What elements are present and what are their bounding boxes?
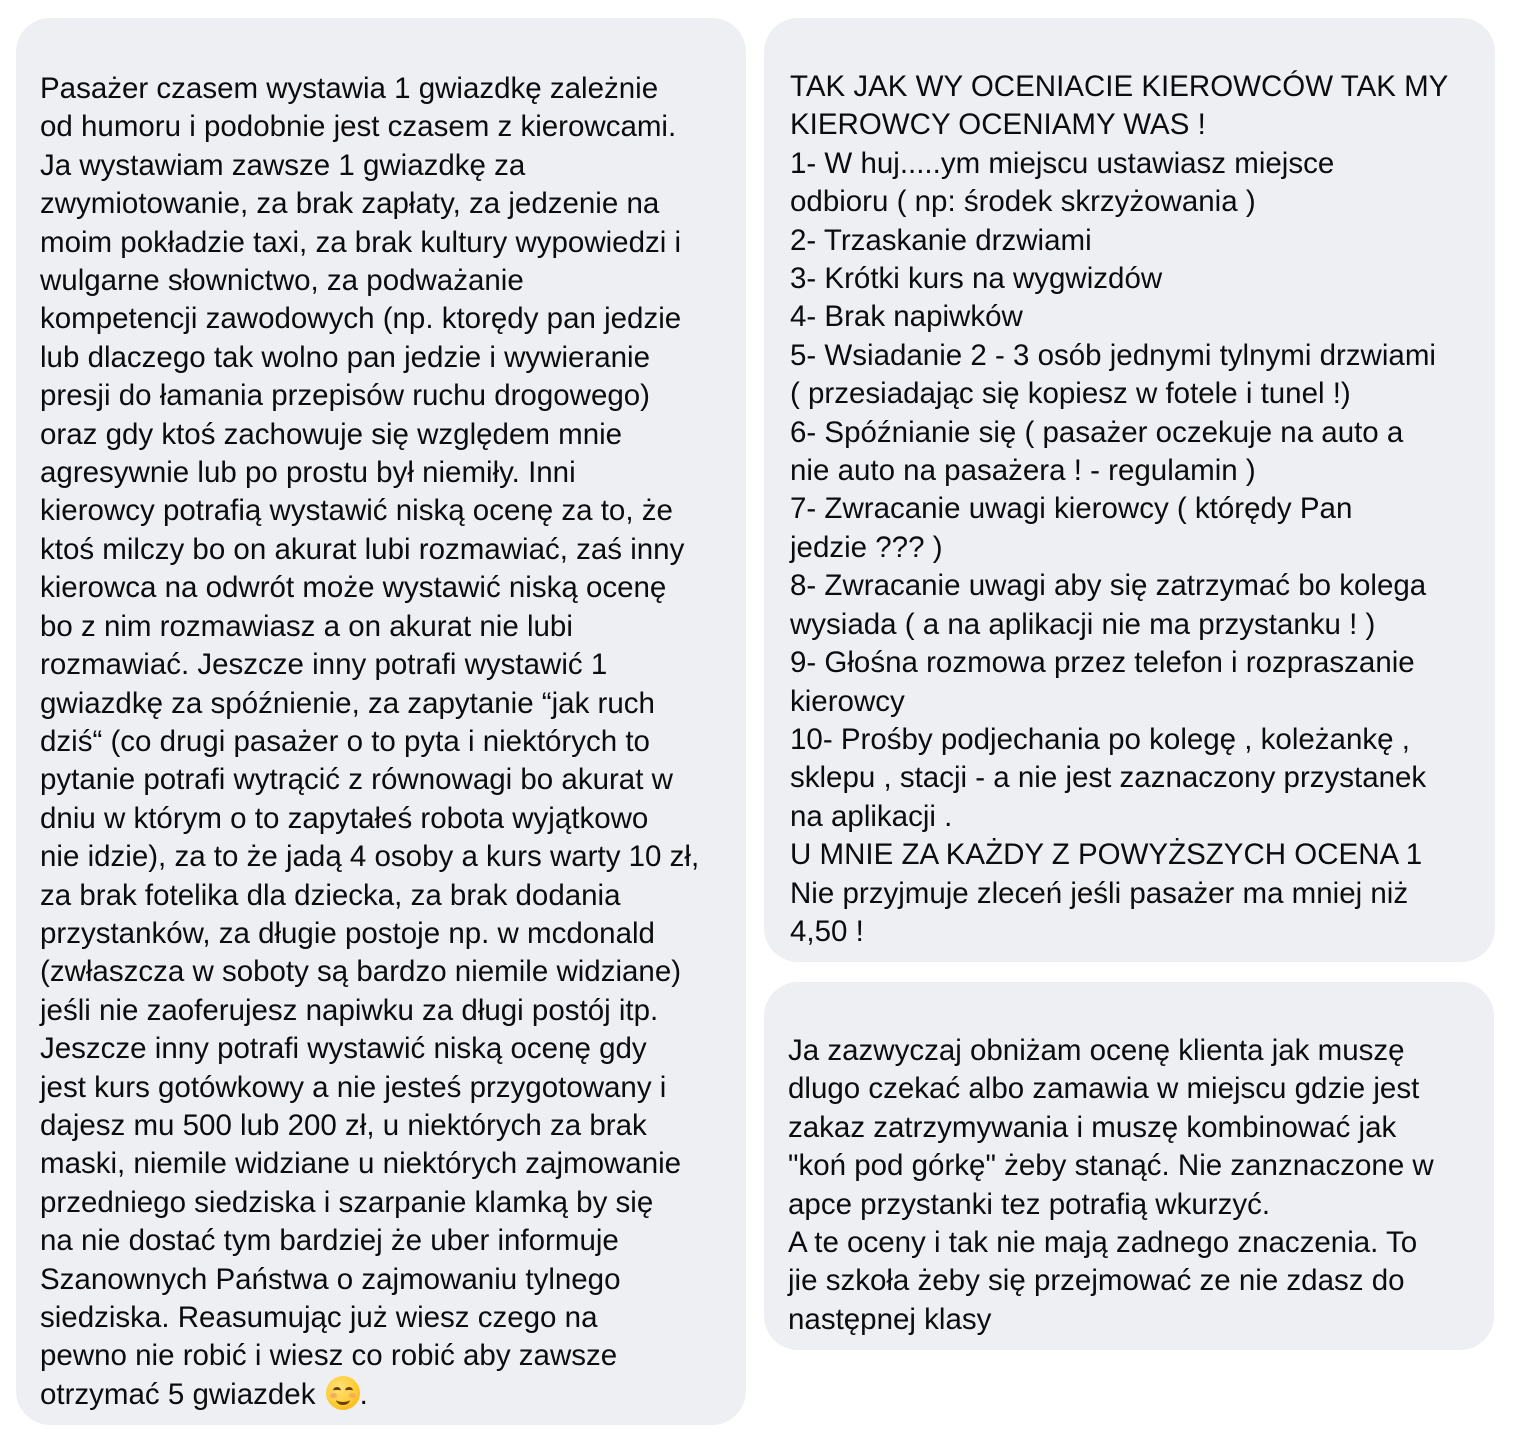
comment-line: dniu w którym o to zapytałeś robota wyjątkowo <box>40 801 649 835</box>
comment-line: dlugo czekać albo zamawia w miejscu gdzie jest <box>788 1072 1420 1106</box>
comment-line: A te oceny i tak nie mają zadnego znaczenia. To <box>788 1226 1418 1260</box>
comment-line: U MNIE ZA KAŻDY Z POWYŻSZYCH OCENA 1 <box>790 838 1423 872</box>
comment-line: jie szkoła żeby się przejmować ze nie zdasz do <box>788 1264 1405 1298</box>
smiling-face-emoji-icon <box>326 1376 360 1410</box>
comment-line: moim pokładzie taxi, za brak kultury wypowiedzi i <box>40 225 682 259</box>
comment-line: 1- W huj.....ym miejscu ustawiasz miejsce <box>790 146 1335 180</box>
comment-line: zakaz zatrzymywania i muszę kombinować jak <box>788 1110 1397 1144</box>
comment-line: nie auto na pasażera ! - regulamin ) <box>790 454 1256 488</box>
comment-line: gwiazdkę za spóźnienie, za zapytanie “jak ruch <box>40 686 655 720</box>
comment-line: Nie przyjmuje zleceń jeśli pasażer ma mniej niż <box>790 876 1409 910</box>
comment-line: 6- Spóźnianie się ( pasażer oczekuje na auto a <box>790 415 1404 449</box>
comment-line: zwymiotowanie, za brak zapłaty, za jedzenie na <box>40 187 660 221</box>
comment-line: lub dlaczego tak wolno pan jedzie i wywieranie <box>40 340 651 374</box>
comment-line: Pasażer czasem wystawia 1 gwiazdkę zależnie <box>40 72 659 105</box>
comment-line: kierowcy potrafią wystawić niską ocenę za to, że <box>40 494 673 528</box>
comment-line: 4,50 ! <box>790 914 864 948</box>
comment-line: Ja zazwyczaj obniżam ocenę klienta jak muszę <box>788 1034 1405 1067</box>
comment-line: przystanków, za długie postoje np. w mcdonald <box>40 916 655 950</box>
comment-line: pytanie potrafi wytrącić z równowagi bo akurat w <box>40 763 673 797</box>
comment-bubble-right-bottom[interactable] <box>764 982 1494 1350</box>
comment-line: 2- Trzaskanie drzwiami <box>790 223 1092 257</box>
comment-line: odbioru ( np: środek skrzyżowania ) <box>790 185 1256 219</box>
comment-line: maski, niemile widziane u niektórych zajmowanie <box>40 1147 682 1181</box>
comment-line: siedziska. Reasumując już wiesz czego na <box>40 1301 598 1334</box>
comment-text <box>790 68 1495 951</box>
comment-line-text: otrzymać 5 gwiazdek <box>40 1377 316 1411</box>
comment-line: od humoru i podobnie jest czasem z kierowcami. <box>40 110 677 144</box>
comment-line: nie idzie), za to że jadą 4 osoby a kurs warty 10 zł, <box>40 840 700 874</box>
comment-line: sklepu , stacji - a nie jest zaznaczony przystanek <box>790 761 1427 795</box>
comment-line: 8- Zwracanie uwagi aby się zatrzymać bo kolega <box>790 569 1427 603</box>
comment-line: na aplikacji . <box>790 799 953 833</box>
comment-line: Jeszcze inny potrafi wystawić niską ocenę gdy <box>40 1032 647 1066</box>
comment-line: Szanownych Państwa o zajmowaniu tylnego <box>40 1262 621 1296</box>
comment-line: kierowca na odwrót może wystawić niską ocenę <box>40 571 667 605</box>
comment-line: kompetencji zawodowych (np. ktorędy pan jedzie <box>40 302 682 336</box>
comment-line: presji do łamania przepisów ruchu drogowego) <box>40 379 650 413</box>
comment-line-last <box>40 1376 746 1414</box>
comment-line: 7- Zwracanie uwagi kierowcy ( którędy Pan <box>790 492 1353 526</box>
comment-line: kierowcy <box>790 684 905 718</box>
comment-line: 9- Głośna rozmowa przez telefon i rozpraszanie <box>790 646 1415 680</box>
comment-line: 4- Brak napiwków <box>790 300 1023 334</box>
comment-line: przedniego siedziska i szarpanie klamką by się <box>40 1185 654 1219</box>
comment-line: ( przesiadając się kopiesz w fotele i tunel !) <box>790 377 1351 411</box>
comment-text <box>40 70 746 1414</box>
comment-bubble-left[interactable] <box>16 18 746 1425</box>
comment-line: 5- Wsiadanie 2 - 3 osób jednymi tylnymi drzwiami <box>790 338 1436 372</box>
comment-line: za brak fotelika dla dziecka, za brak dodania <box>40 878 621 912</box>
comment-line: na nie dostać tym bardziej że uber informuje <box>40 1224 619 1258</box>
comment-line: "koń pod górkę" żeby stanąć. Nie zanznaczone w <box>788 1149 1434 1183</box>
comment-line: Ja wystawiam zawsze 1 gwiazdkę za <box>40 148 526 182</box>
comment-line: oraz gdy ktoś zachowuje się względem mnie <box>40 417 623 451</box>
comment-line: następnej klasy <box>788 1302 992 1336</box>
comment-line: dajesz mu 500 lub 200 zł, u niektórych za brak <box>40 1108 647 1142</box>
comment-line: jest kurs gotówkowy a nie jesteś przygotowany i <box>40 1070 667 1104</box>
comment-line: jeśli nie zaoferujesz napiwku za długi postój itp. <box>40 993 659 1027</box>
comment-line: 3- Krótki kurs na wygwizdów <box>790 262 1163 296</box>
comment-line: KIEROWCY OCENIAMY WAS ! <box>790 108 1206 142</box>
comment-bubble-right-top[interactable] <box>764 18 1495 962</box>
comment-line: wulgarne słownictwo, za podważanie <box>40 264 524 298</box>
comment-line: wysiada ( a na aplikacji nie ma przystanku ! ) <box>790 607 1376 641</box>
comment-line: bo z nim rozmawiasz a on akurat nie lubi <box>40 609 573 643</box>
comment-line: rozmawiać. Jeszcze inny potrafi wystawić 1 <box>40 648 608 682</box>
comment-line: (zwłaszcza w soboty są bardzo niemile widziane) <box>40 955 682 989</box>
comment-text <box>788 1032 1494 1339</box>
comment-line: apce przystanki tez potrafią wkurzyć. <box>788 1187 1271 1221</box>
comment-line-suffix: . <box>359 1377 368 1411</box>
comment-line: agresywnie lub po prostu był niemiły. Inni <box>40 456 576 490</box>
comment-line: pewno nie robić i wiesz co robić aby zawsze <box>40 1339 618 1373</box>
comment-line: jedzie ??? ) <box>790 530 943 564</box>
comment-line: dziś“ (co drugi pasażer o to pyta i niektórych to <box>40 724 650 758</box>
comment-line: ktoś milczy bo on akurat lubi rozmawiać, zaś inny <box>40 532 685 566</box>
comment-line: TAK JAK WY OCENIACIE KIEROWCÓW TAK MY <box>790 70 1449 103</box>
comment-line: 10- Prośby podjechania po kolegę , koleżankę , <box>790 722 1410 756</box>
